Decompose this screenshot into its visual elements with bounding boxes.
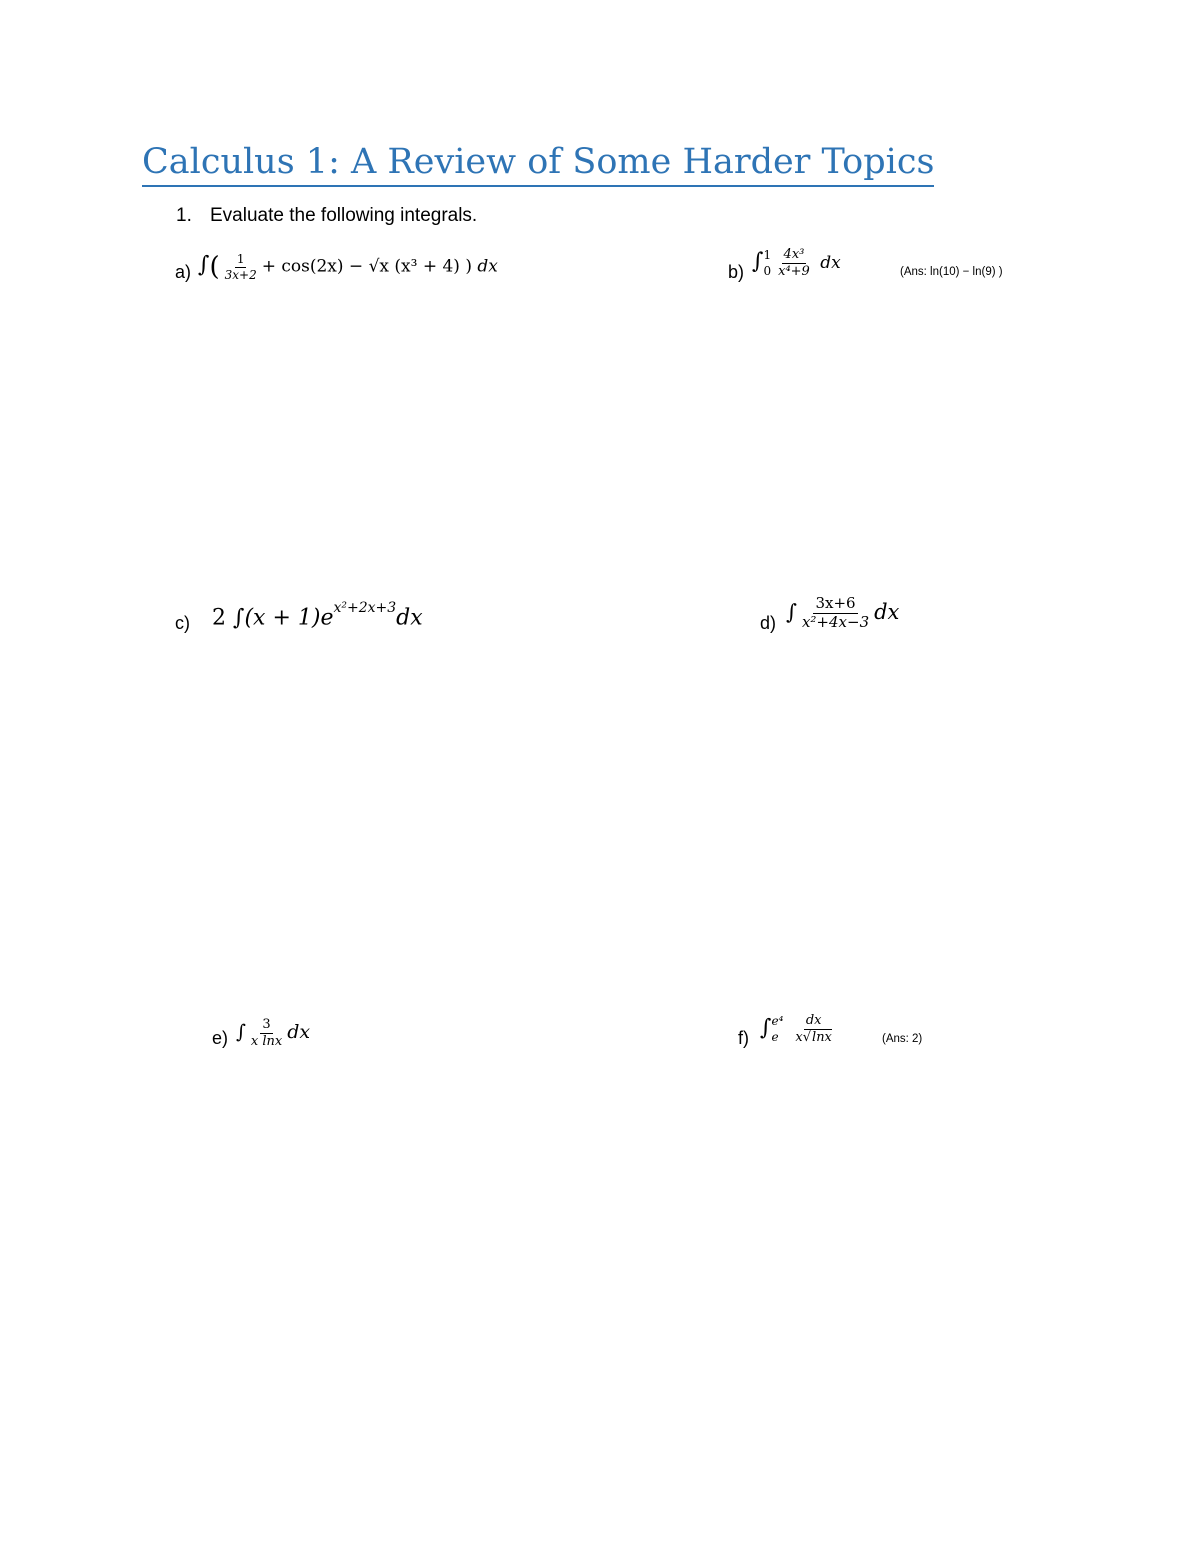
differential: dx [477,256,498,277]
problem-e-expression [236,1018,310,1048]
problem-b-label: b) [728,262,745,282]
question-number: 1. [176,205,192,226]
fraction-numerator: 4x³ [783,247,805,263]
page-title: Calculus 1: A Review of Some Harder Topics [142,140,934,187]
fraction-numerator: dx [805,1013,822,1029]
problem-b-expression [752,248,841,279]
problem-a-expression [198,252,498,282]
problem-f-fraction [793,1014,834,1044]
integral-sign: ∫ [760,1015,772,1041]
fraction-numerator: 3 [262,1017,271,1032]
upper-limit: e⁴ [771,1014,784,1028]
problem-d-expression [786,596,899,631]
upper-limit: 1 [763,248,772,262]
sqrt-radicand: lnx [812,1030,832,1046]
denominator-x: x [795,1030,803,1046]
fraction-denominator: x²+4x−3 [801,612,870,631]
integral-limits [763,248,771,279]
problem-d-label: d) [760,613,777,633]
lower-limit: e [771,1029,779,1044]
exponent: x²+2x+3 [333,600,397,616]
fraction-numerator: 1 [236,251,245,266]
problem-a-terms: + cos(2x) − √x (x³ + 4) ) [261,256,472,277]
integral-sign: ∫ [786,599,797,624]
fraction-numerator: 3x+6 [815,594,856,612]
problem-b-fraction [776,248,812,278]
problem-c-integrand: (x + 1)e [244,605,334,631]
problem-e-label: e) [212,1028,229,1048]
problem-a-label: a) [175,262,192,282]
coefficient: 2 [212,605,226,631]
fraction-denominator: x lnx [250,1033,283,1049]
fraction-denominator: x⁴+9 [778,264,810,280]
differential: dx [820,253,841,274]
sqrt-sign: √ [802,1030,812,1046]
problem-c-expression [212,600,423,631]
differential: dx [287,1021,311,1044]
problem-f-label: f) [738,1028,749,1048]
problem-f-answer: (Ans: 2) [882,1033,923,1045]
fraction-denominator [793,1030,834,1045]
integral-sign: ∫ [198,252,210,278]
fraction-denominator: 3x+2 [224,267,257,282]
left-paren: ( [209,252,220,282]
lower-limit: 0 [763,263,772,278]
integral-sign: ∫ [752,249,764,275]
problem-d-fraction [800,596,871,631]
problem-a-fraction [223,253,259,281]
problem-c-label: c) [175,613,190,633]
integral-sign: ∫ [233,605,245,631]
problem-e-fraction [249,1018,284,1048]
question-text: Evaluate the following integrals. [210,205,478,226]
question-1 [176,205,477,227]
integral-sign: ∫ [236,1021,246,1044]
problem-f-expression [760,1014,837,1045]
integral-limits [771,1014,783,1045]
differential: dx [874,599,900,624]
differential: dx [396,605,423,631]
problem-b-answer: (Ans: ln(10) − ln(9) ) [900,266,1003,278]
